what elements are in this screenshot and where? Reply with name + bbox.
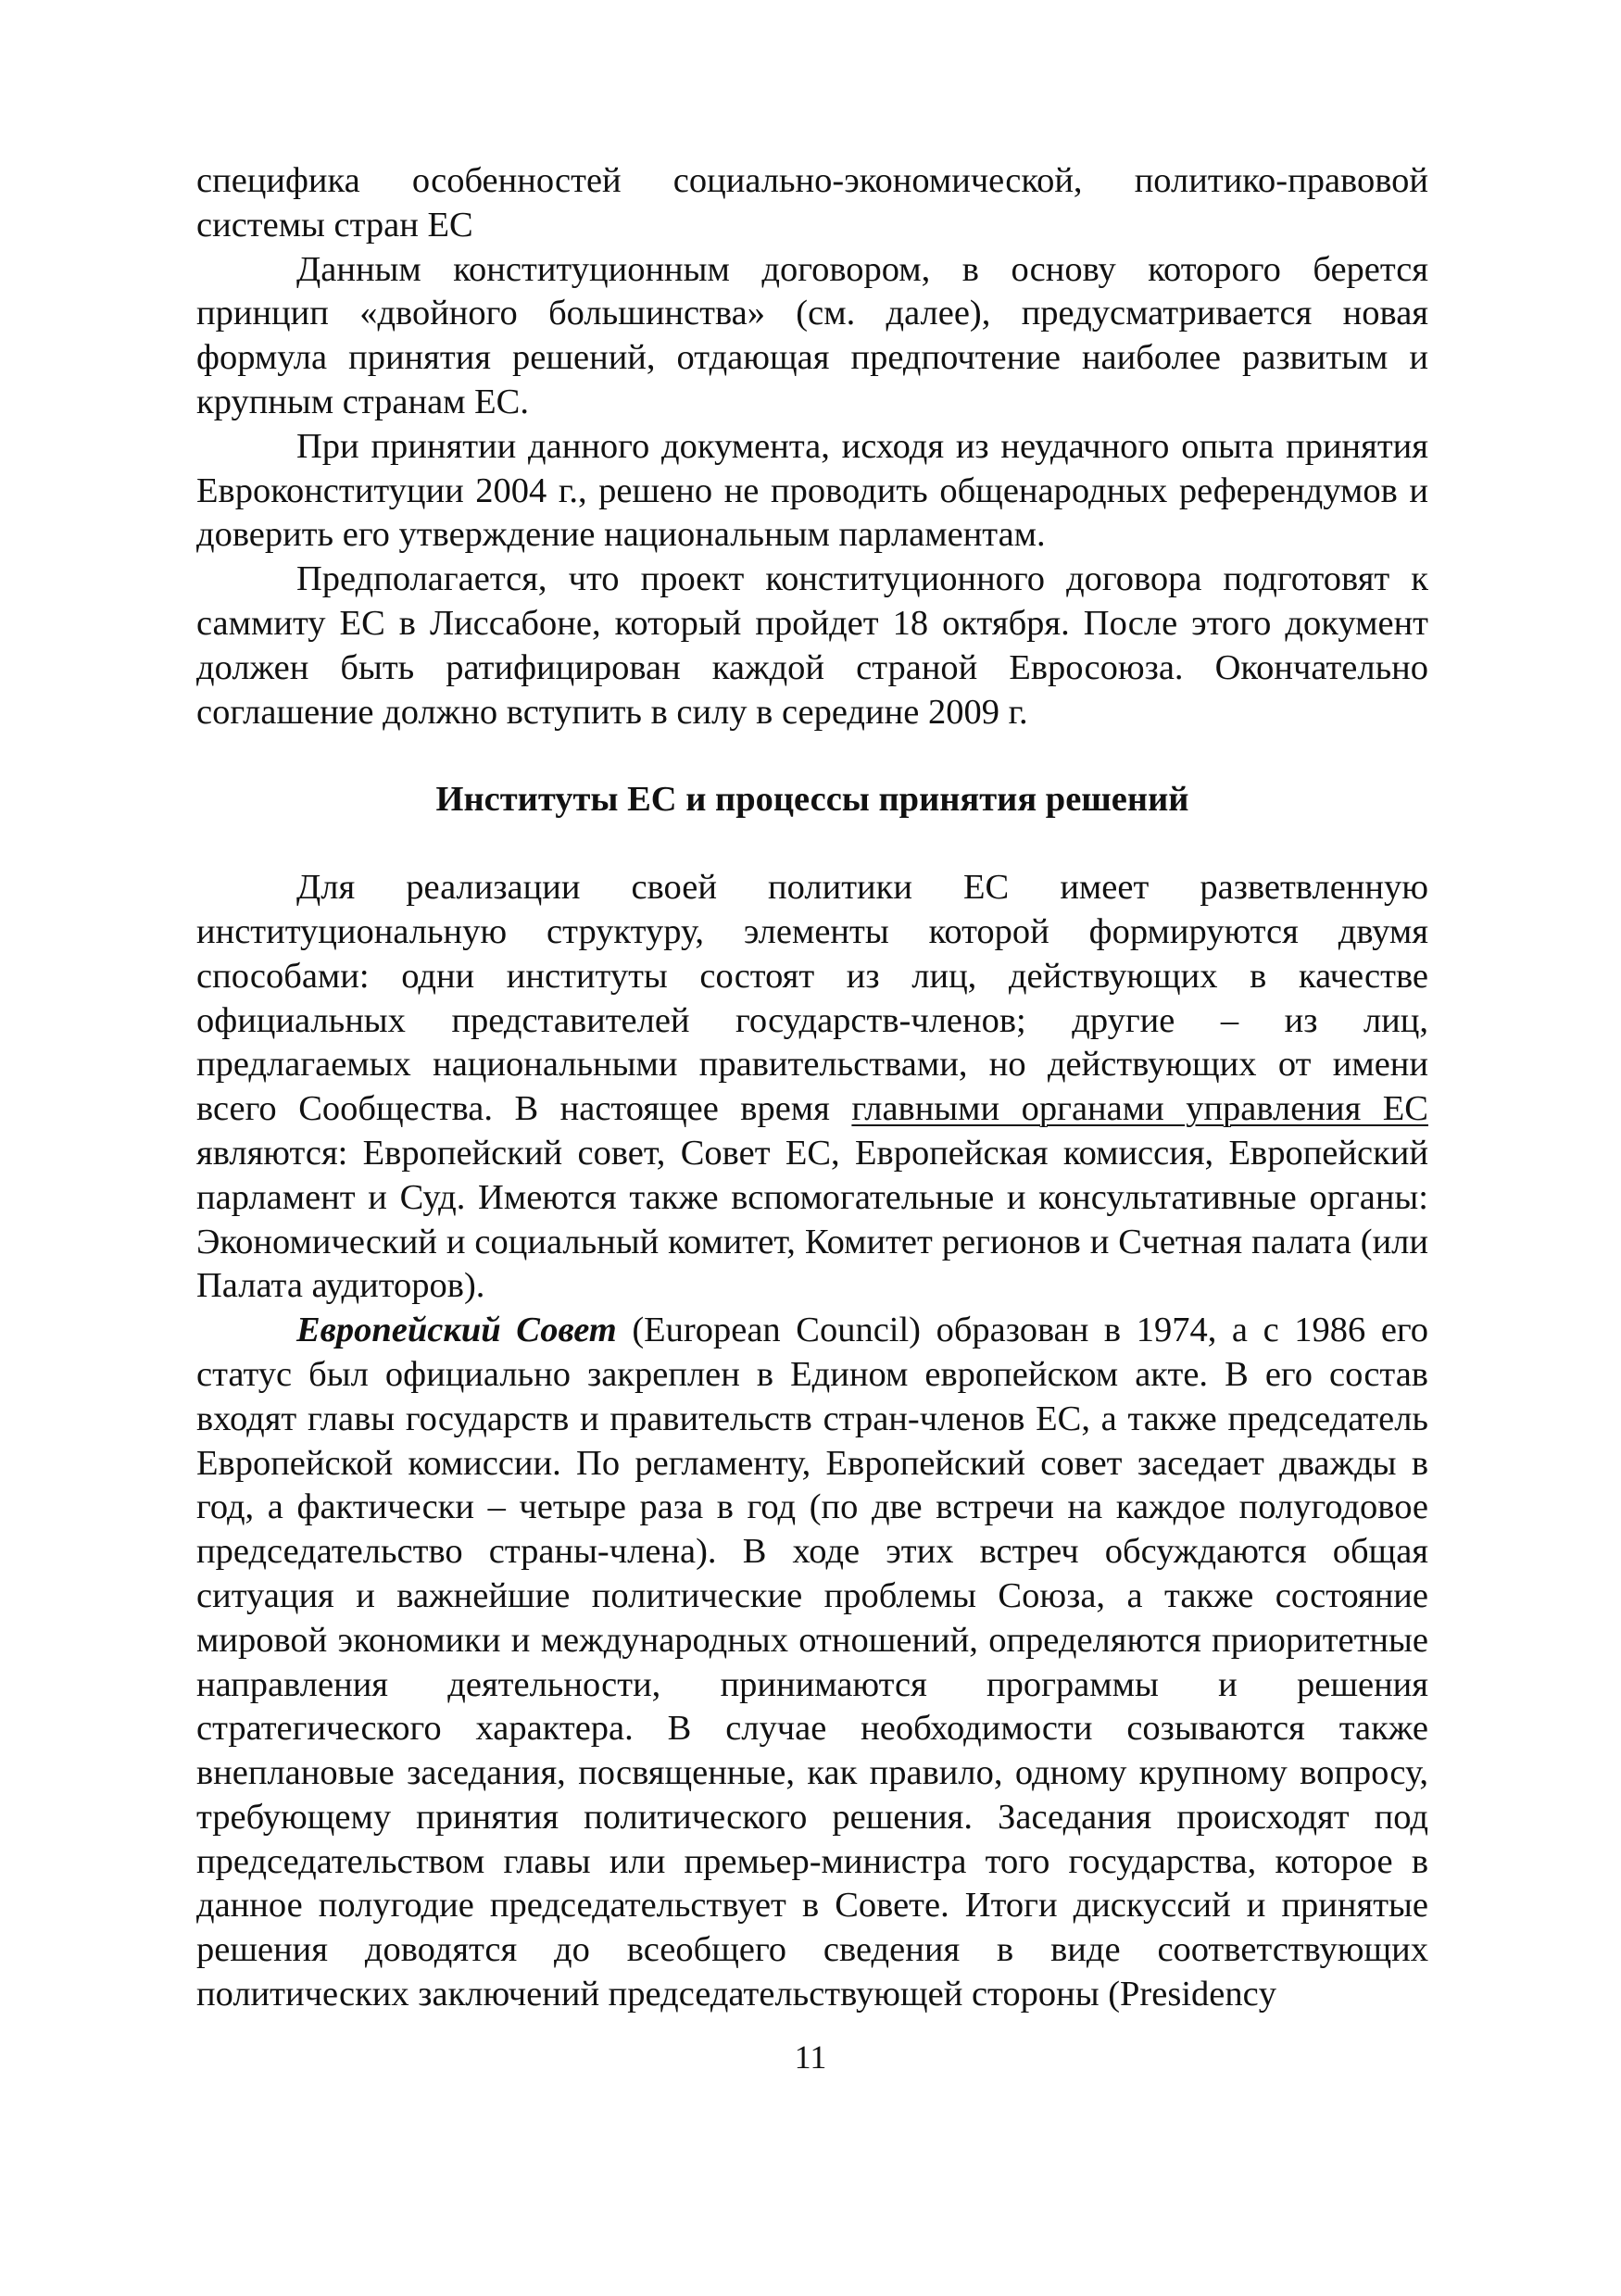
- paragraph-institutional-structure: [196, 866, 1428, 1309]
- section-heading: Институты ЕС и процессы принятия решений: [435, 780, 1189, 820]
- page-number: 11: [794, 2039, 827, 2076]
- paragraph-continuation: специфика особенностей социально-экономической, политико-правовой системы стран ЕС: [196, 161, 1428, 245]
- main-bodies-underlined: главными органами управления ЕС: [851, 1089, 1428, 1129]
- paragraph-lisbon-summit: Предполагается, что проект конституционного договора подготовят к саммиту ЕС в Лиссабоне, который пройдет 18 октября. После этого документ должен быть ратифицирован каждой страной Евросоюза. Окончательно соглашение должно вступить в силу в середине 2009 г.: [196, 559, 1428, 732]
- paragraph-constitutional-treaty: Данным конституционным договором, в основу которого берется принцип «двойного большинства» (см. далее), предусматривается новая формула принятия решений, отдающая предпочтение наиболее развитым и крупным странам ЕС.: [196, 249, 1428, 421]
- european-council-text: (European Council) образован в 1974, а с 1986 его статус был официально закреплен в Едином европейском акте. В его состав входят главы государств и правительств стран-членов ЕС, а также председатель Европейской комиссии. По регламенту, Европейский совет заседает дважды в год, а фактически – четыре раза в год (по две встречи на каждое полугодовое председательство страны-члена). В ходе этих встреч обсуждаются общая ситуация и важнейшие политические проблемы Союза, а также состояние мировой экономики и международных отношений, определяются приоритетные направления деятельности, принимаются программы и решения стратегического характера. В случае необходимости созываются также внеплановые заседания, посвященные, как правило, одному крупному вопросу, требующему принятия политического решения. Заседания происходят под председательством главы или премьер-министра того государства, которое в данное полугодие председательствует в Совете. Итоги дискуссий и принятые решения доводятся до всеобщего сведения в виде соответствующих политических заключений председательствующей стороны (Presidency: [196, 1311, 1428, 2014]
- institutions-text-end: являются: Европейский совет, Совет ЕС, Европейская комиссия, Европейский парламент и Суд. Имеются также вспомогательные и консультативные органы: Экономический и социальный комитет, Комитет регионов и Счетная палата (или Палата аудиторов).: [196, 1133, 1428, 1306]
- paragraph-ratification-approach: При принятии данного документа, исходя из неудачного опыта принятия Евроконституции 2004 г., решено не проводить общенародных референдумов и доверить его утверждение национальным парламентам.: [196, 426, 1428, 555]
- document-page: [196, 159, 1428, 2017]
- institutions-text-start: Для реализации своей политики ЕС имеет разветвленную институциональную структуру, элементы которой формируются двумя способами: одни институты состоят из лиц, действующих в качестве официальных представителей государств-членов; другие – из лиц, предлагаемых национальными правительствами, но действующих от имени всего Сообщества. В настоящее время: [196, 868, 1428, 1129]
- paragraph-european-council: [196, 1309, 1428, 2017]
- european-council-term: Европейский Совет: [296, 1311, 617, 1350]
